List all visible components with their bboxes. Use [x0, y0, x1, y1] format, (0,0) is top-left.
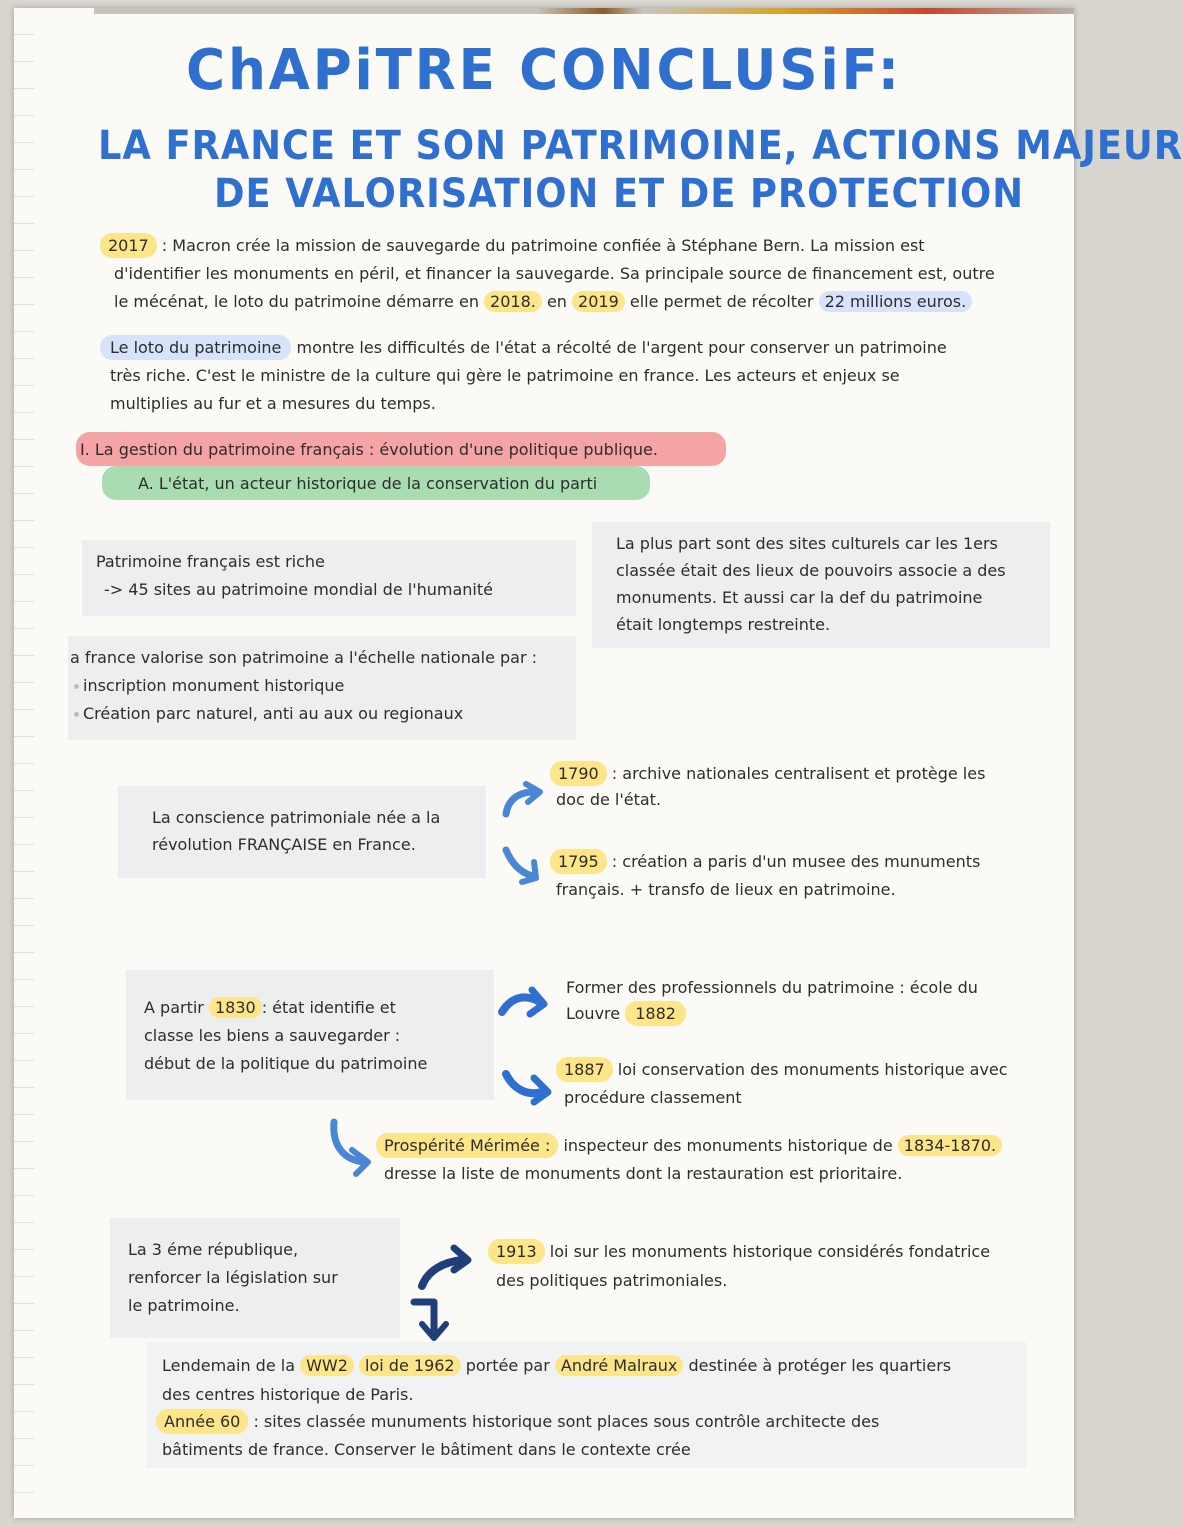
amount-highlight: 22 millions euros.	[819, 291, 973, 312]
item-1790-line-2: doc de l'état.	[556, 790, 662, 809]
year-2019: 2019	[572, 291, 625, 312]
lendemain-line-2: des centres historique de Paris.	[162, 1385, 414, 1404]
item-1887-line-1	[556, 1056, 1008, 1084]
chapter-subtitle-line1: LA FRANCE ET SON PATRIMOINE, ACTIONS MAJEUR	[98, 123, 1183, 169]
malraux-highlight: André Malraux	[555, 1355, 683, 1376]
loto-line-3: multiplies au fur et a mesures du temps.	[110, 394, 436, 413]
rep-line-3: le patrimoine.	[128, 1296, 240, 1315]
year-1882: 1882	[625, 1001, 686, 1026]
lendemain-text-a: Lendemain de la	[162, 1356, 296, 1375]
former-line-2	[566, 1000, 686, 1028]
conscience-line-1: La conscience patrimoniale née a la	[152, 808, 441, 827]
arrow-right-curved-icon	[496, 984, 552, 1024]
annee60-text-a: : sites classée munuments historique sont places sous contrôle architecte des	[248, 1412, 880, 1431]
lendemain-text-c: destinée à protéger les quartiers	[688, 1356, 952, 1375]
conscience-line-2: révolution FRANÇAISE en France.	[152, 835, 416, 854]
ww2-highlight: WW2	[300, 1355, 354, 1376]
rep-line-1: La 3 éme république,	[128, 1240, 299, 1259]
partir-line-2: classe les biens a sauvegarder :	[144, 1026, 401, 1045]
valorise-item-2: Création parc naturel, anti au aux ou regionaux	[83, 704, 464, 723]
item-1790-line-1	[550, 760, 985, 788]
chapter-title: ChAPiTRE CONCLUSiF:	[186, 38, 902, 103]
arrow-down-elbow-icon	[408, 1294, 456, 1346]
loto-highlight: Le loto du patrimoine	[100, 335, 291, 360]
annee60-line-2: bâtiments de france. Conserver le bâtiment dans le contexte crée	[162, 1440, 691, 1459]
year-1795: 1795	[550, 849, 607, 874]
merimee-highlight: Prospérité Mérimée :	[376, 1133, 558, 1158]
valorise-line-2	[74, 672, 344, 700]
intro-text-3a: le mécénat, le loto du patrimoine démarre en	[114, 292, 479, 311]
merimee-line-2: dresse la liste de monuments dont la restauration est prioritaire.	[384, 1164, 903, 1183]
top-edge-strip	[94, 8, 1074, 14]
bullet-icon	[74, 712, 79, 717]
subsection-heading: A. L'état, un acteur historique de la conservation du parti	[138, 474, 598, 493]
merimee-line-1	[376, 1132, 1002, 1160]
culturels-line-3: monuments. Et aussi car la def du patrimoine	[616, 588, 983, 607]
intro-text-1a: : Macron crée la mission de sauvegarde du patrimoine confiée à Stéphane Bern. La mission est	[156, 236, 925, 255]
text-1887-a: loi conservation des monuments historique avec	[612, 1060, 1008, 1079]
merimee-text-a: inspecteur des monuments historique de	[558, 1136, 893, 1155]
intro-line-3	[114, 288, 972, 316]
valorise-line-1: a france valorise son patrimoine a l'échelle nationale par :	[70, 648, 538, 667]
section-heading: I. La gestion du patrimoine français : évolution d'une politique publique.	[80, 440, 658, 459]
arrow-down-right-icon	[498, 842, 548, 888]
intro-text-3b: en	[546, 292, 567, 311]
partir-text-b: : état identifie et	[261, 998, 396, 1017]
chapter-subtitle-line2: DE VALORISATION ET DE PROTECTION	[214, 171, 1024, 217]
year-1834-1870: 1834-1870.	[898, 1135, 1002, 1156]
lendemain-line-1	[162, 1352, 951, 1380]
item-1795-line-1	[550, 848, 980, 876]
valorise-item-1: inscription monument historique	[83, 676, 345, 695]
annee-60-highlight: Année 60	[156, 1409, 248, 1434]
partir-line-3: début de la politique du patrimoine	[144, 1054, 428, 1073]
partir-line-1	[144, 994, 396, 1022]
text-1795-a: : création a paris d'un musee des munuments	[606, 852, 981, 871]
intro-line-1	[100, 232, 925, 260]
arrow-down-curve-icon	[322, 1116, 378, 1176]
loto-line-1	[100, 334, 947, 362]
culturels-line-1: La plus part sont des sites culturels car les 1ers	[616, 534, 998, 553]
former-line-1: Former des professionnels du patrimoine : école du	[566, 978, 978, 997]
arrow-up-right-dark-icon	[414, 1244, 478, 1292]
former-text-b: Louvre	[566, 1004, 621, 1023]
item-1913-line-2: des politiques patrimoniales.	[496, 1271, 728, 1290]
culturels-line-4: était longtemps restreinte.	[616, 615, 831, 634]
text-1913-a: loi sur les monuments historique considérés fondatrice	[544, 1242, 991, 1261]
item-1795-line-2: français. + transfo de lieux en patrimoine.	[556, 880, 896, 899]
loi-1962-highlight: loi de 1962	[359, 1355, 461, 1376]
item-1887-line-2: procédure classement	[564, 1088, 742, 1107]
year-2018: 2018.	[484, 291, 542, 312]
valorise-line-3	[74, 700, 463, 728]
bullet-icon	[74, 684, 79, 689]
rep-line-2: renforcer la législation sur	[128, 1268, 338, 1287]
culturels-line-2: classée était des lieux de pouvoirs associe a des	[616, 561, 1006, 580]
year-1790: 1790	[550, 761, 607, 786]
partir-text-a: A partir	[144, 998, 204, 1017]
loto-text-1: montre les difficultés de l'état a récolté de l'argent pour conserver un patrimoine	[291, 338, 947, 357]
year-2017: 2017	[100, 233, 157, 258]
arrow-up-right-icon	[498, 780, 548, 820]
loto-line-2: très riche. C'est le ministre de la culture qui gère le patrimoine en france. Les acteurs et enjeux se	[110, 366, 900, 385]
year-1913: 1913	[488, 1239, 545, 1264]
arrow-down-right-curved-icon	[500, 1064, 556, 1108]
riche-line-2: -> 45 sites au patrimoine mondial de l'humanité	[104, 580, 493, 599]
intro-line-2: d'identifier les monuments en péril, et financer la sauvegarde. Sa principale source de financement est, outre	[114, 264, 995, 283]
annee60-line-1	[156, 1408, 879, 1436]
riche-line-1: Patrimoine français est riche	[96, 552, 325, 571]
year-1887: 1887	[556, 1057, 613, 1082]
item-1913-line-1	[488, 1238, 990, 1266]
text-1790-a: : archive nationales centralisent et protège les	[606, 764, 986, 783]
year-1830: 1830	[209, 997, 262, 1018]
notebook-page	[14, 8, 1183, 1518]
lendemain-text-b: portée par	[465, 1356, 550, 1375]
margin-ruler	[14, 8, 34, 1518]
intro-text-3c: elle permet de récolter	[629, 292, 814, 311]
